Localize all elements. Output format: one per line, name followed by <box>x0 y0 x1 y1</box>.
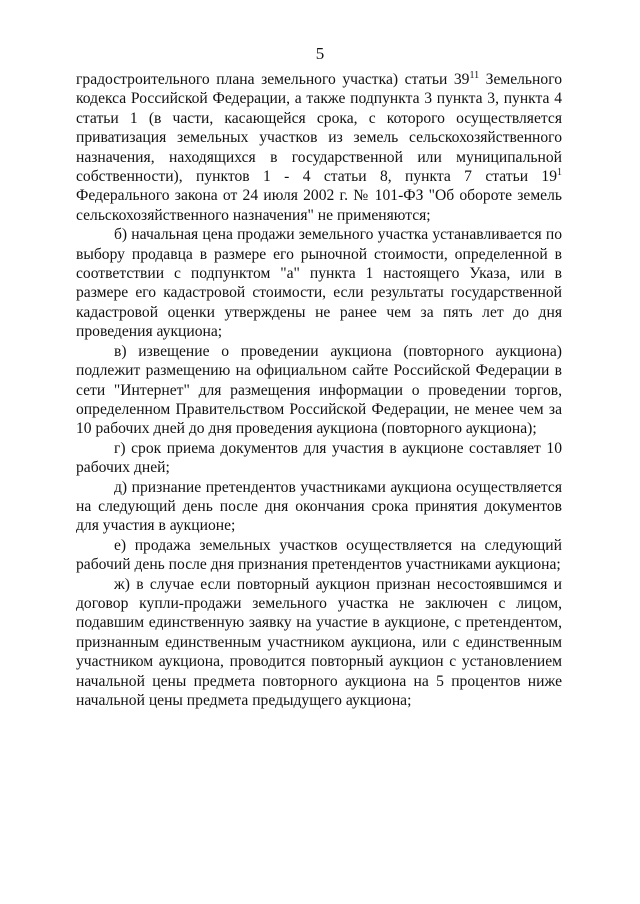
paragraph-d: д) признание претендентов участниками аукциона осуществляется на следующий день после дня окончания срока принятия документов для участия в аукционе; <box>76 478 562 535</box>
paragraph-text: градостроительного плана земельного участка) статьи 39 <box>76 71 470 88</box>
superscript-article-index: 1 <box>557 167 562 179</box>
document-body <box>76 70 562 710</box>
paragraph-text: Федерального закона от 24 июля 2002 г. № 101-ФЗ "Об обороте земель сельскохозяйственного назначения" не применяются; <box>76 187 562 224</box>
paragraph-zh: ж) в случае если повторный аукцион признан несостоявшимся и договор купли-продажи земельного участка не заключен с лицом, подавшим единственную заявку на участие в аукционе, с претендентом, признанным единственным участником аукциона, или с единственным участником аукциона, проводится повторный аукцион с установлением начальной цены предмета повторного аукциона на 5 процентов ниже начальной цены предмета предыдущего аукциона; <box>76 575 562 709</box>
paragraph-v: в) извещение о проведении аукциона (повторного аукциона) подлежит размещению на официальном сайте Российской Федерации в сети "Интернет" для размещения информации о проведении торгов, определенном Правительством Российской Федерации, не менее чем за 10 рабочих дней до дня проведения аукциона (повторного аукциона); <box>76 342 562 438</box>
paragraph-text: Земельного кодекса Российской Федерации, а также подпункта 3 пункта 3, пункта 4 статьи 1 (в части, касающейся срока, с которого осуществляется приватизация земельных участков из земель сельскохозяйственного назначения, находящихся в государственной или муниципальной собственности), пунктов 1 - 4 статьи 8, пункта 7 статьи 19 <box>76 71 562 186</box>
superscript-article-index: 11 <box>469 70 480 81</box>
paragraph-b: б) начальная цена продажи земельного участка устанавливается по выбору продавца в размере его рыночной стоимости, определенной в соответствии с подпунктом "а" пункта 1 настоящего Указа, или в размере его кадастровой стоимости, если результаты государственной кадастровой оценки утверждены не ранее чем за пять лет до дня проведения аукциона; <box>76 226 562 341</box>
paragraph-e: е) продажа земельных участков осуществляется на следующий рабочий день после дня признания претендентов участниками аукциона; <box>76 536 562 574</box>
paragraph-continuation <box>76 70 562 225</box>
page-number: 5 <box>315 44 325 63</box>
paragraph-g: г) срок приема документов для участия в аукционе составляет 10 рабочих дней; <box>76 439 562 477</box>
